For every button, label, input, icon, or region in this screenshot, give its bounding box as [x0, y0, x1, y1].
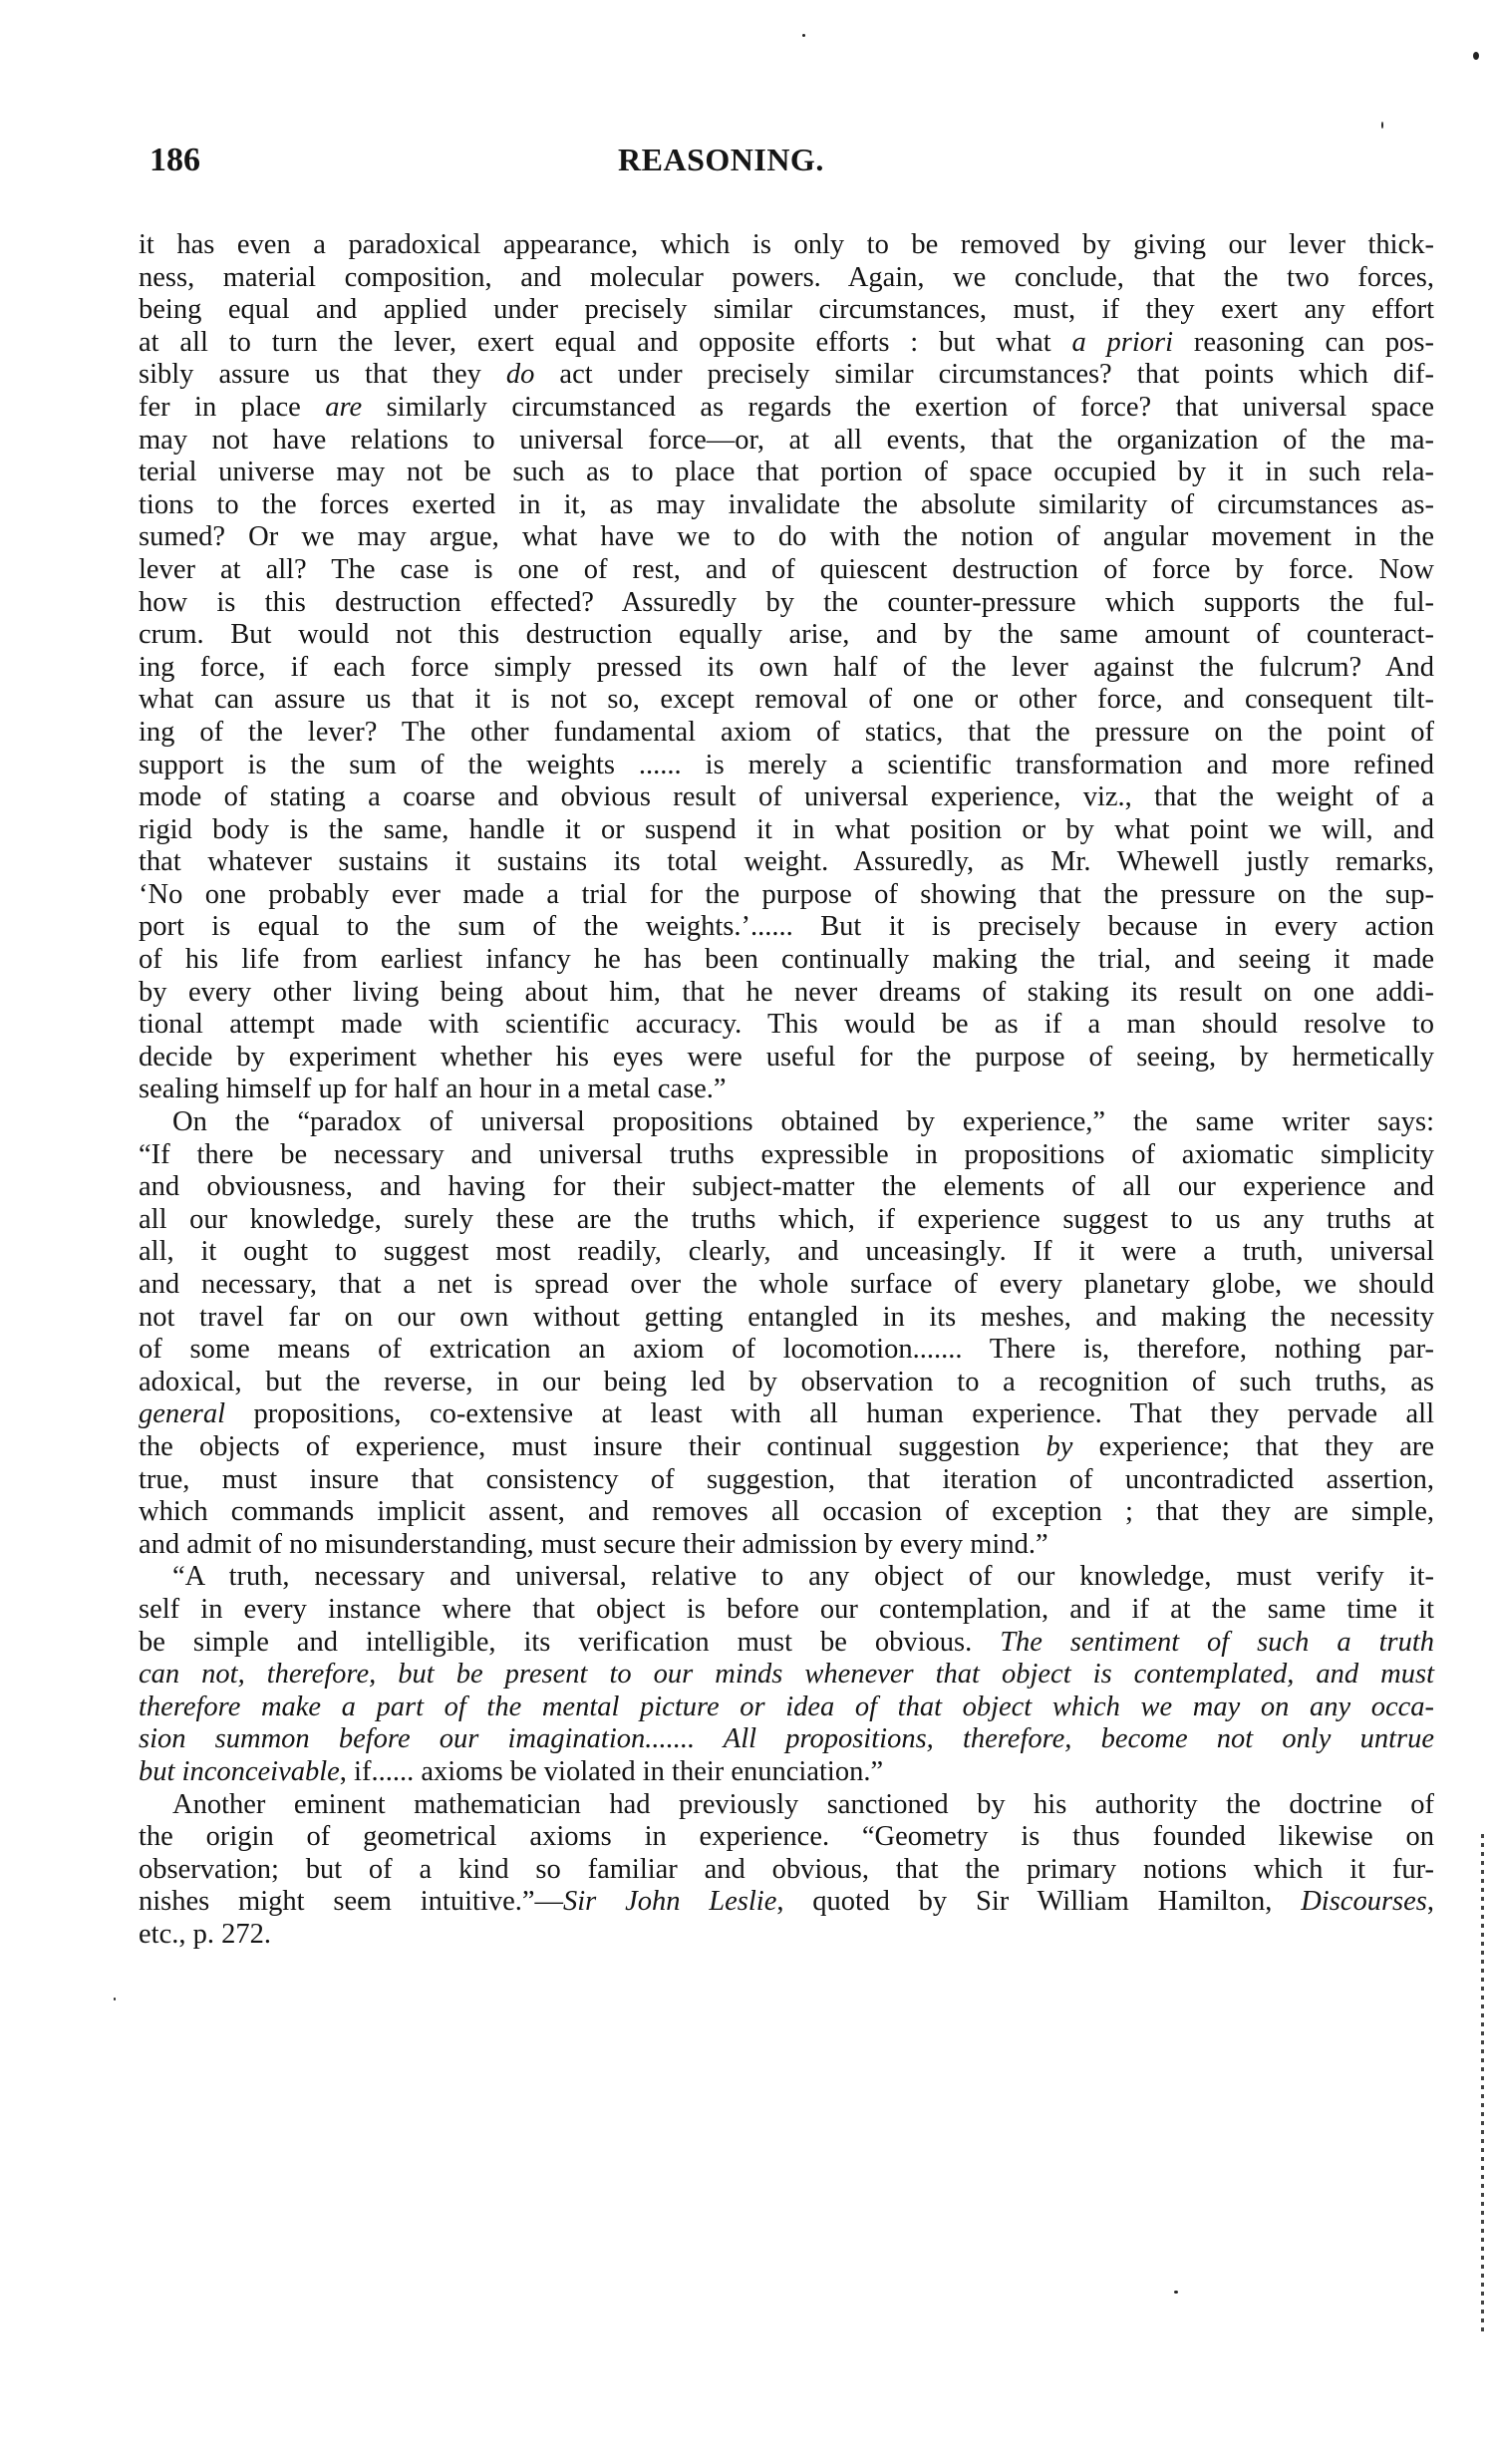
text-run: being equal and applied under precisely similar circumstances, must, if they exert any effort	[139, 294, 1434, 326]
italic-text: but inconceivable	[139, 1755, 340, 1787]
text-run: adoxical, but the reverse, in our being led by observation to a recognition of such truths, as	[139, 1366, 1434, 1397]
body-text	[139, 229, 1434, 1951]
text-line	[139, 1627, 1434, 1660]
text-line	[139, 1009, 1434, 1042]
text-run: not travel far on our own without getting entangled in its meshes, and making the necessity	[139, 1301, 1434, 1333]
text-run: sealing himself up for half an hour in a metal case.”	[139, 1074, 727, 1105]
text-run: “If there be necessary and universal truths expressible in propositions of axiomatic simplicity	[139, 1138, 1434, 1170]
scan-speck	[802, 34, 805, 37]
text-run: tions to the forces exerted in it, as may invalidate the absolute similarity of circumstances as-	[139, 488, 1434, 520]
text-line	[139, 1074, 1434, 1106]
text-line	[139, 944, 1434, 977]
text-run: etc., p. 272.	[139, 1918, 271, 1950]
text-run: mode of stating a coarse and obvious result of universal experience, viz., that the weight of a	[139, 781, 1434, 813]
text-line	[139, 684, 1434, 717]
text-run: nishes might seem intuitive.”—	[139, 1886, 564, 1918]
text-run: it has even a paradoxical appearance, which is only to be removed by giving our lever thick-	[139, 229, 1434, 260]
text-line	[139, 1529, 1434, 1562]
text-line	[139, 1723, 1434, 1756]
text-line	[139, 1367, 1434, 1399]
text-line	[139, 1042, 1434, 1075]
text-line	[139, 1464, 1434, 1497]
text-run: at all to turn the lever, exert equal and opposite efforts : but what	[139, 326, 1072, 358]
text-line	[139, 1756, 1434, 1789]
text-run: what can assure us that it is not so, except removal of one or other force, and consequent tilt-	[139, 684, 1434, 716]
text-run: reasoning can pos-	[1173, 326, 1434, 358]
text-run: all our knowledge, surely these are the truths which, if experience suggest to us any truths at	[139, 1203, 1434, 1235]
text-line	[139, 359, 1434, 392]
italic-text: are	[325, 391, 363, 423]
text-line	[139, 1398, 1434, 1431]
text-run: port is equal to the sum of the weights.’...... But it is precisely because in every action	[139, 911, 1434, 943]
text-run: the objects of experience, must insure their continual suggestion	[139, 1430, 1046, 1462]
scan-speck	[1473, 52, 1479, 60]
italic-text: general	[139, 1398, 226, 1430]
text-run: Another eminent mathematician had previously sanctioned by his authority the doctrine of	[172, 1788, 1434, 1820]
text-line	[139, 521, 1434, 554]
text-run: ,	[1426, 1886, 1434, 1918]
text-run: sibly assure us that they	[139, 359, 506, 391]
text-run: of his life from earliest infancy he has been continually making the trial, and seeing it made	[139, 944, 1434, 976]
text-run: terial universe may not be such as to place that portion of space occupied by it in such rela-	[139, 457, 1434, 488]
text-run: which commands implicit assent, and removes all occasion of exception ; that they are simple,	[139, 1496, 1434, 1528]
text-run: sumed? Or we may argue, what have we to do with the notion of angular movement in the	[139, 521, 1434, 553]
text-run: all, it ought to suggest most readily, clearly, and unceasingly. If it were a truth, universal	[139, 1236, 1434, 1268]
text-line	[139, 717, 1434, 750]
text-run: crum. But would not this destruction equally arise, and by the same amount of counteract-	[139, 619, 1434, 651]
italic-text: do	[505, 359, 535, 391]
text-line	[139, 1854, 1434, 1887]
italic-text: can not, therefore, but be present to our minds whenever that object is contemplated, and must	[139, 1659, 1434, 1691]
text-line	[139, 1821, 1434, 1854]
text-line	[139, 814, 1434, 847]
scan-speck	[1174, 2291, 1178, 2294]
text-run: decide by experiment whether his eyes were useful for the purpose of seeing, by hermetically	[139, 1041, 1434, 1073]
text-run: that whatever sustains it sustains its total weight. Assuredly, as Mr. Whewell justly remarks,	[139, 846, 1434, 878]
italic-text: a priori	[1071, 326, 1174, 358]
text-run: ‘No one probably ever made a trial for the purpose of showing that the pressure on the sup-	[139, 878, 1434, 910]
text-line	[139, 1269, 1434, 1302]
text-line	[139, 1789, 1434, 1822]
text-line	[139, 1431, 1434, 1464]
text-line	[139, 1302, 1434, 1335]
text-line	[139, 392, 1434, 425]
text-run: and admit of no misunderstanding, must secure their admission by every mind.”	[139, 1528, 1048, 1560]
text-run: and obviousness, and having for their subject-matter the elements of all our experience and	[139, 1171, 1434, 1203]
text-line	[139, 262, 1434, 295]
text-run: support is the sum of the weights ...... is merely a scientific transformation and more refined	[139, 749, 1434, 780]
text-run: similarly circumstanced as regards the exertion of force? that universal space	[362, 391, 1434, 423]
text-line	[139, 489, 1434, 522]
text-line	[139, 1106, 1434, 1139]
text-line	[139, 750, 1434, 782]
page-number: 186	[149, 142, 200, 178]
text-line	[139, 977, 1434, 1010]
text-run: and necessary, that a net is spread over the whole surface of every planetary globe, we should	[139, 1269, 1434, 1300]
text-run: On the “paradox of universal propositions obtained by experience,” the same writer says:	[172, 1106, 1434, 1138]
text-line	[139, 1139, 1434, 1172]
text-line	[139, 327, 1434, 360]
text-line	[139, 1496, 1434, 1529]
scan-speck	[1381, 122, 1383, 129]
text-run: tional attempt made with scientific accuracy. This would be as if a man should resolve to	[139, 1009, 1434, 1041]
text-line	[139, 1204, 1434, 1237]
italic-text: Discourses	[1301, 1886, 1427, 1918]
italic-text: sion summon before our imagination....... All propositions, therefore, become not only untrue	[139, 1723, 1434, 1755]
text-run: self in every instance where that object is before our contemplation, and if at the same time it	[139, 1593, 1434, 1625]
text-line	[139, 457, 1434, 489]
italic-text: therefore make a part of the mental picture or idea of that object which we may on any occa-	[139, 1691, 1434, 1722]
text-run: ness, material composition, and molecular powers. Again, we conclude, that the two forces,	[139, 261, 1434, 293]
text-line	[139, 1236, 1434, 1269]
text-run: rigid body is the same, handle it or suspend it in what position or by what point we will, and	[139, 813, 1434, 845]
text-run: , quoted by Sir William Hamilton,	[776, 1886, 1302, 1918]
text-line	[139, 294, 1434, 327]
text-line	[139, 554, 1434, 587]
text-run: observation; but of a kind so familiar and obvious, that the primary notions which it fur-	[139, 1853, 1434, 1885]
text-run: of some means of extrication an axiom of locomotion....... There is, therefore, nothing par-	[139, 1334, 1434, 1366]
text-line	[139, 652, 1434, 685]
text-run: ing of the lever? The other fundamental axiom of statics, that the pressure on the point of	[139, 716, 1434, 748]
text-run: fer in place	[139, 391, 326, 423]
text-line	[139, 425, 1434, 458]
text-line	[139, 1692, 1434, 1724]
text-run: by every other living being about him, that he never dreams of staking its result on one addi-	[139, 976, 1434, 1008]
text-run: act under precisely similar circumstances? that points which dif-	[534, 359, 1435, 391]
text-run: be simple and intelligible, its verification must be obvious.	[139, 1626, 1001, 1658]
text-run: the origin of geometrical axioms in experience. “Geometry is thus founded likewise on	[139, 1821, 1434, 1853]
italic-text: The sentiment of such a truth	[1000, 1626, 1434, 1658]
text-line	[139, 619, 1434, 652]
italic-text: by	[1045, 1430, 1073, 1462]
text-run: lever at all? The case is one of rest, and of quiescent destruction of force by force. Now	[139, 553, 1434, 585]
text-line	[139, 879, 1434, 912]
text-line	[139, 229, 1434, 262]
text-run: propositions, co-extensive at least with all human experience. That they pervade all	[225, 1398, 1434, 1430]
text-run: experience; that they are	[1072, 1430, 1435, 1462]
text-line	[139, 1561, 1434, 1594]
text-line	[139, 911, 1434, 944]
text-run: “A truth, necessary and universal, relative to any object of our knowledge, must verify it-	[172, 1561, 1434, 1593]
text-line	[139, 1886, 1434, 1919]
text-line	[139, 1919, 1434, 1952]
text-line	[139, 587, 1434, 620]
text-run: may not have relations to universal force—or, at all events, that the organization of the ma-	[139, 424, 1434, 456]
text-run: ing force, if each force simply pressed its own half of the lever against the fulcrum? And	[139, 651, 1434, 683]
text-run: true, must insure that consistency of suggestion, that iteration of uncontradicted assertion,	[139, 1463, 1434, 1495]
scan-speck	[114, 1998, 116, 2001]
text-line	[139, 1594, 1434, 1627]
scan-edge-mark	[1481, 1834, 1484, 2332]
running-title: REASONING.	[618, 142, 824, 177]
text-line	[139, 781, 1434, 814]
text-line	[139, 1171, 1434, 1204]
text-line	[139, 1659, 1434, 1692]
text-run: , if...... axioms be violated in their enunciation.”	[339, 1755, 884, 1787]
text-line	[139, 846, 1434, 879]
text-line	[139, 1334, 1434, 1367]
text-run: how is this destruction effected? Assuredly by the counter-pressure which supports the ful-	[139, 586, 1434, 618]
italic-text: Sir John Leslie	[563, 1886, 777, 1918]
